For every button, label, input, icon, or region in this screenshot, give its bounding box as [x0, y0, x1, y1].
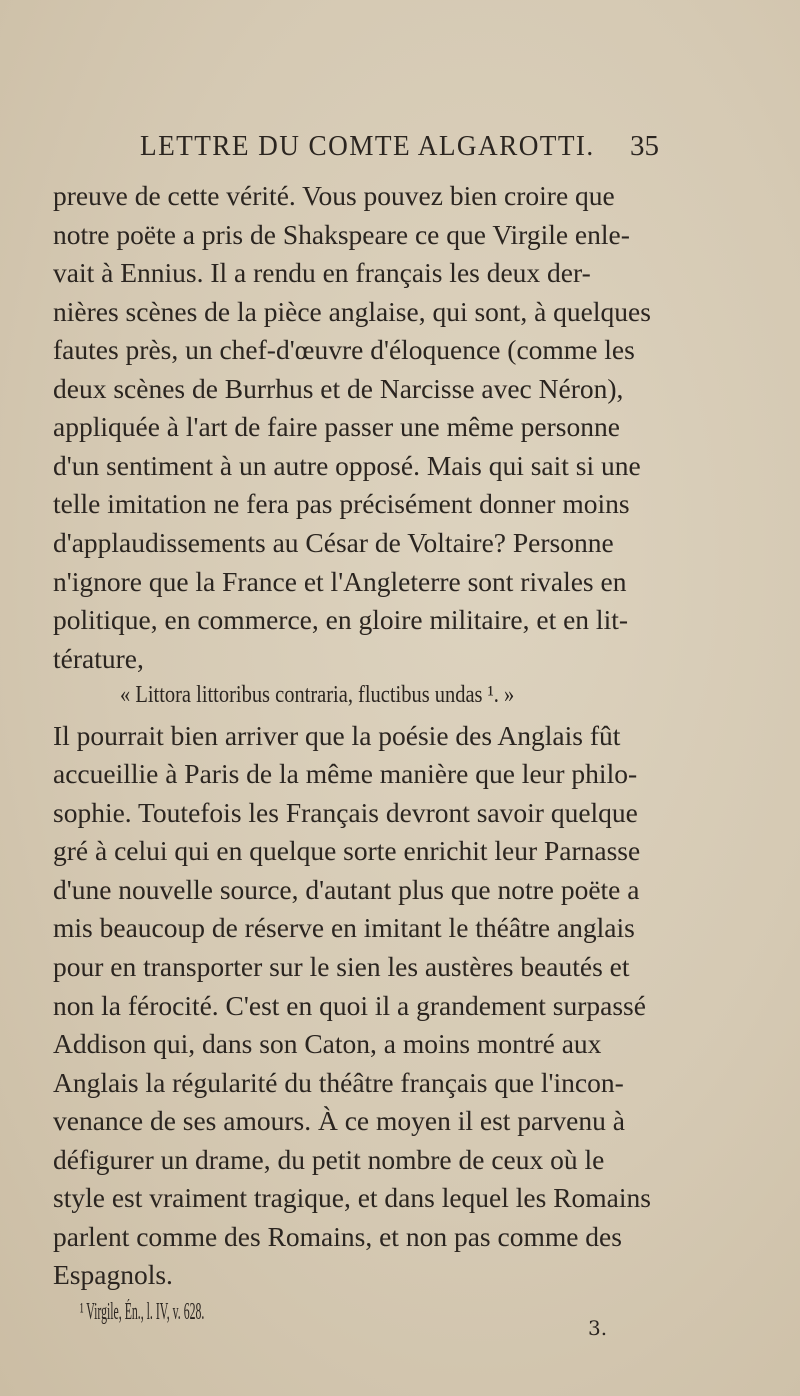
text-line: venance de ses amours. À ce moyen il est parvenu à — [53, 1105, 625, 1136]
text-line: Addison qui, dans son Caton, a moins montré aux — [53, 1028, 602, 1059]
text-line: accueillie à Paris de la même manière que leur philo- — [53, 758, 638, 789]
text-line: non la férocité. C'est en quoi il a grandement surpassé — [53, 990, 646, 1021]
signature-mark: 3. — [588, 1316, 608, 1340]
text-line: n'ignore que la France et l'Angleterre sont rivales en — [53, 566, 627, 597]
text-line: style est vraiment tragique, et dans lequel les Romains — [53, 1182, 651, 1213]
text-line: telle imitation ne fera pas précisément donner moins — [53, 488, 630, 519]
running-head: LETTRE DU COMTE ALGAROTTI. — [140, 130, 595, 162]
page-number: 35 — [630, 130, 659, 162]
text-line: parlent comme des Romains, et non pas comme des — [53, 1221, 622, 1252]
text-line: notre poëte a pris de Shakspeare ce que Virgile enle- — [53, 219, 630, 250]
text-line: sophie. Toutefois les Français devront savoir quelque — [53, 797, 638, 828]
text-line: d'une nouvelle source, d'autant plus que notre poëte a — [53, 874, 640, 905]
latin-verse-quote: « Littora littoribus contraria, fluctibus undas ¹. » — [120, 682, 515, 708]
text-line: gré à celui qui en quelque sorte enrichit leur Parnasse — [53, 835, 641, 866]
text-line: d'applaudissements au César de Voltaire? Personne — [53, 527, 614, 558]
text-line: pour en transporter sur le sien les austères beautés et — [53, 951, 630, 982]
text-line: politique, en commerce, en gloire militaire, et en lit- — [53, 604, 629, 635]
text-line: mis beaucoup de réserve en imitant le théâtre anglais — [53, 912, 635, 943]
page-header — [140, 130, 800, 180]
text-line: deux scènes de Burrhus et de Narcisse avec Néron), — [53, 373, 624, 404]
text-line: nières scènes de la pièce anglaise, qui sont, à quelques — [53, 296, 651, 327]
text-line: Anglais la régularité du théâtre français que l'incon- — [53, 1067, 624, 1098]
text-line: vait à Ennius. Il a rendu en français les deux der- — [53, 257, 591, 288]
text-line: appliquée à l'art de faire passer une même personne — [53, 411, 620, 442]
footnote: ¹ Virgile, Én., l. IV, v. 628. — [80, 1299, 205, 1325]
text-line: térature, — [53, 643, 144, 674]
text-line: défigurer un drame, du petit nombre de ceux où le — [53, 1144, 605, 1175]
text-line: Espagnols. — [53, 1259, 173, 1290]
text-line: preuve de cette vérité. Vous pouvez bien croire que — [53, 180, 615, 211]
text-line: d'un sentiment à un autre opposé. Mais qui sait si une — [53, 450, 641, 481]
text-line: fautes près, un chef-d'œuvre d'éloquence (comme les — [53, 334, 635, 365]
text-line: Il pourrait bien arriver que la poésie des Anglais fût — [53, 720, 621, 751]
